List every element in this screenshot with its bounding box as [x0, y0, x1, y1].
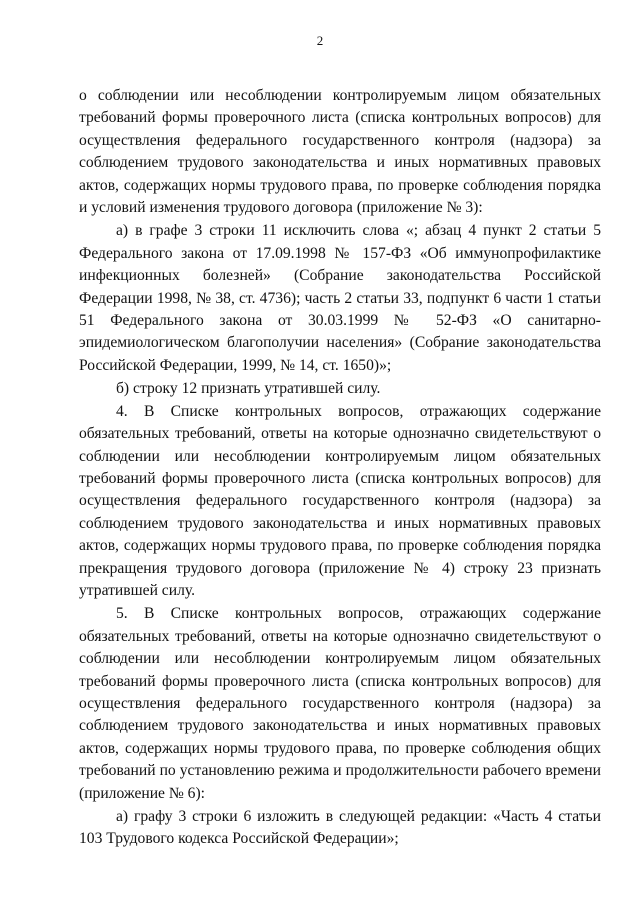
paragraph-item-4: 4. В Списке контрольных вопросов, отражающих содержание обязательных требований, ответы на которые однозначно свидетельствуют о соблюдении или несоблюдении контролируемым лицом обязательных требований формы проверочного листа (списка контрольных вопросов) для осуществления федерального государственного контроля (надзора) за соблюдением трудового законодательства и иных нормативных правовых актов, содержащих нормы трудового права, по проверке соблюдения порядка прекращения трудового договора (приложение № 4) строку 23 признать утратившей силу. — [79, 402, 601, 599]
paragraph-continuation-item-3: о соблюдении или несоблюдении контролируемым лицом обязательных требований формы проверочного листа (списка контрольных вопросов) для осуществления федерального государственного контроля (надзора) за соблюдением трудового законодательства и иных нормативных правовых актов, содержащих нормы трудового права, по проверке соблюдения порядка и условий изменения трудового договора (приложение № 3): — [79, 87, 601, 217]
paragraph-item-5: 5. В Списке контрольных вопросов, отражающих содержание обязательных требований, ответы на которые однозначно свидетельствуют о соблюдении или несоблюдении контролируемым лицом обязательных требований формы проверочного листа (списка контрольных вопросов) для осуществления федерального государственного контроля (надзора) за соблюдением трудового законодательства и иных нормативных правовых актов, содержащих нормы трудового права, по проверке соблюдения общих требований по установлению режима и продолжительности рабочего времени (приложение № 6): — [79, 605, 601, 802]
paragraph-subitem-a-row-11: а) в графе 3 строки 11 исключить слова «; абзац 4 пункт 2 статьи 5 Федерального закона от 17.09.1998 № 157-ФЗ «Об иммунопрофилактике инфекционных болезней» (Собрание законодательства Российской Федерации 1998, № 38, ст. 4736); часть 2 статьи 33, подпункт 6 части 1 статьи 51 Федерального закона от 30.03.1999 № 52-ФЗ «О санитарно-эпидемиологическом благополучии населения» (Собрание законодательства Российской Федерации, 1999, № 14, ст. 1650)»; — [79, 222, 601, 374]
paragraph-subitem-b-row-12: б) строку 12 признать утратившей силу. — [116, 380, 381, 398]
paragraph-subitem-a-row-6: а) графу 3 строки 6 изложить в следующей редакции: «Часть 4 статьи 103 Трудового кодекса Российской Федерации»; — [79, 808, 601, 848]
document-body — [79, 85, 601, 851]
page-number: 2 — [316, 33, 324, 48]
